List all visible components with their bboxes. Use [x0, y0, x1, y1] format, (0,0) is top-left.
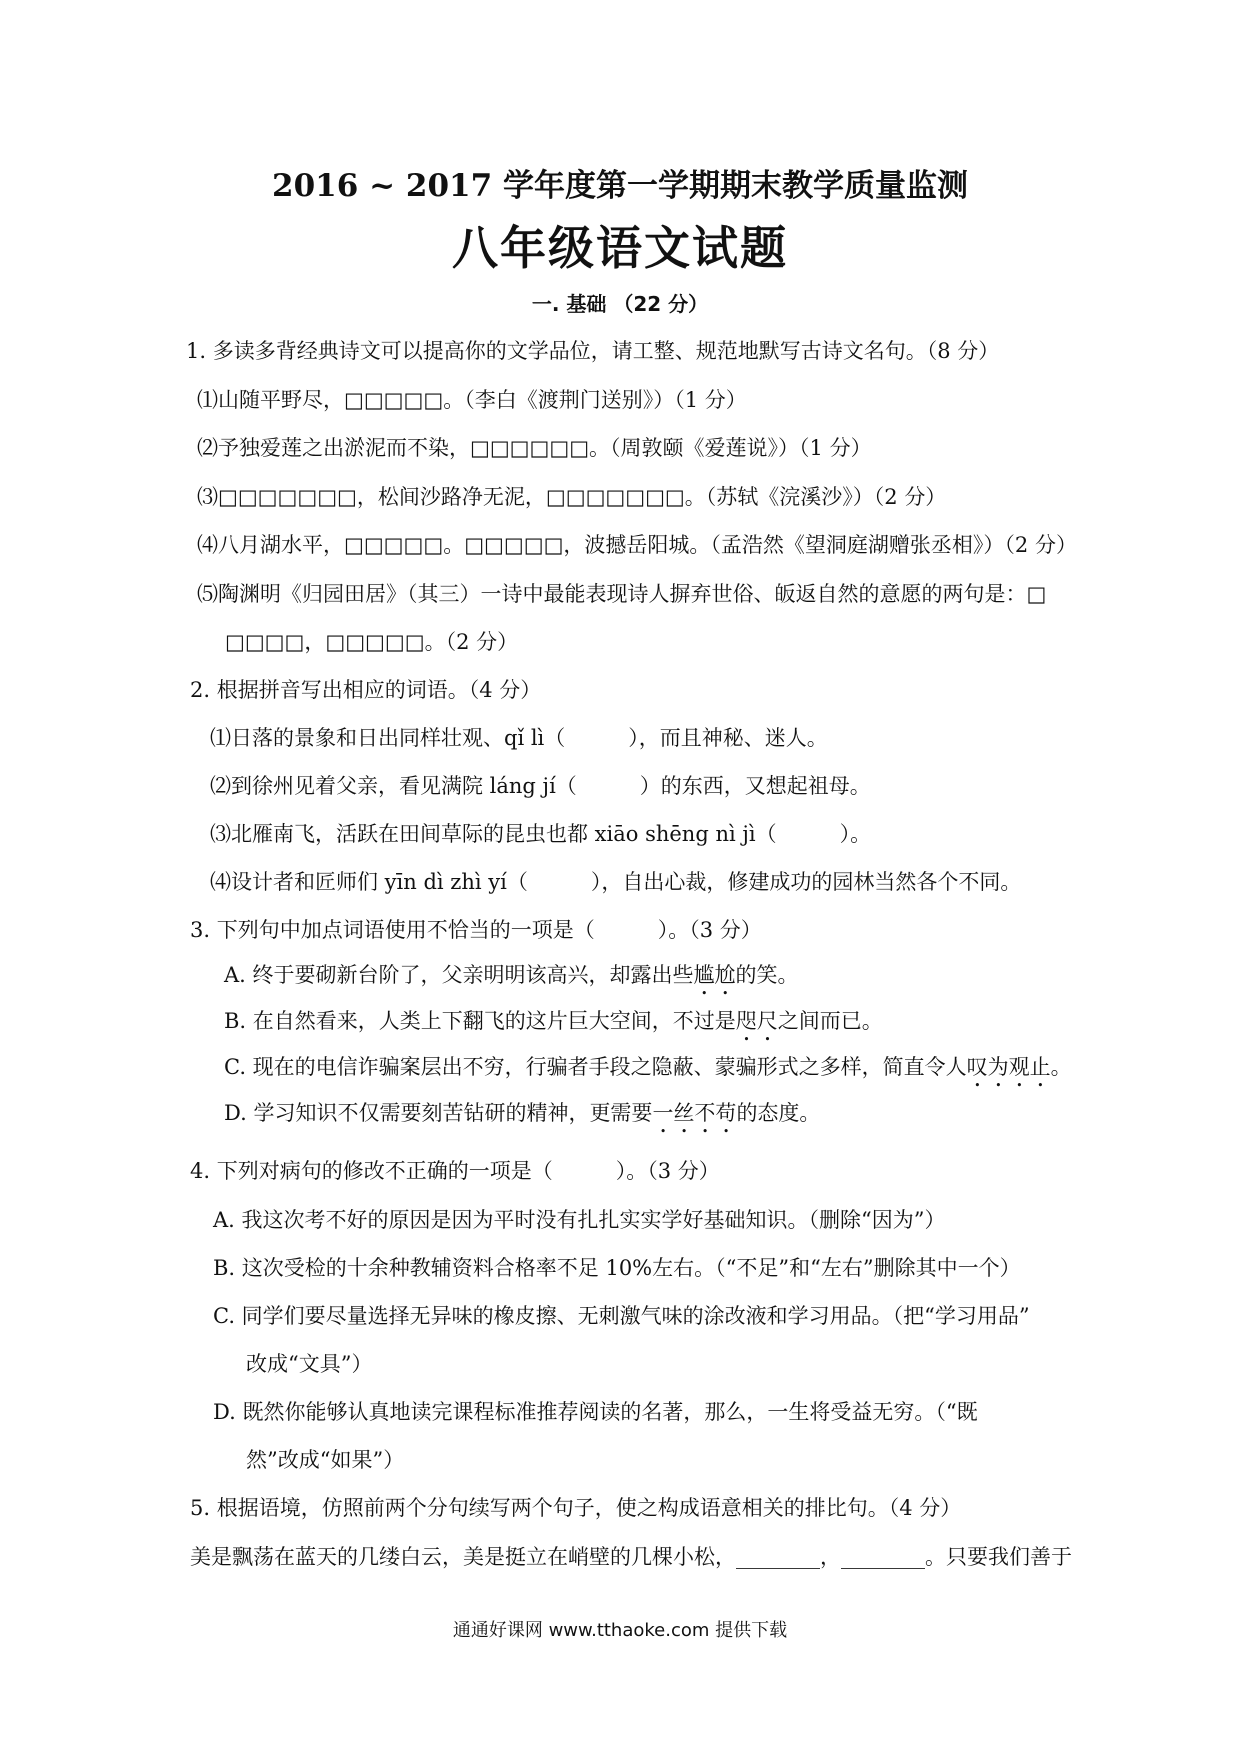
q1-item-5-cont: □□□□，□□□□□。（2 分） [225, 630, 519, 654]
exam-subject-title: 八年级语文试题 [452, 221, 788, 275]
q3-option-b [224, 1007, 883, 1046]
q2-stem: 2. 根据拼音写出相应的词语。（4 分） [190, 678, 542, 702]
q1-item-4: ⑷八月湖水平，□□□□□。□□□□□，波撼岳阳城。（孟浩然《望洞庭湖赠张丞相》）（2 分） [197, 533, 1077, 557]
q3-option-a-post: 的笑。 [735, 963, 799, 987]
q3-option-a-dotted-word: 尴尬 [693, 963, 736, 987]
q3-option-c-pre: C. 现在的电信诈骗案层出不穷，行骗者手段之隐蔽、蒙骗形式之多样，简直令人 [224, 1055, 967, 1079]
q4-option-d: D. 既然你能够认真地读完课程标准推荐阅读的名著，那么，一生将受益无穷。（“既 [213, 1400, 978, 1424]
q3-option-d-post: 的态度。 [736, 1101, 821, 1125]
q3-option-c-dotted-word: 叹为观止 [966, 1055, 1051, 1079]
q3-option-c-post: 。 [1050, 1055, 1072, 1079]
q1-item-2: ⑵予独爱莲之出淤泥而不染，□□□□□□。（周敦颐《爱莲说》）（1 分） [197, 436, 872, 460]
q4-option-b: B. 这次受检的十余种教辅资料合格率不足 10%左右。（“不足”和“左右”删除其中一个） [213, 1256, 1021, 1280]
q2-item-3: ⑶北雁南飞，活跃在田间草际的昆虫也都 xiāo shēng nì jì（ ）。 [210, 822, 872, 846]
q2-item-1: ⑴日落的景象和日出同样壮观、qǐ lì（ ），而且神秘、迷人。 [210, 726, 828, 750]
q3-option-d [224, 1099, 820, 1138]
q3-stem: 3. 下列句中加点词语使用不恰当的一项是（ ）。（3 分） [190, 918, 762, 942]
q1-item-3: ⑶□□□□□□□，松间沙路净无泥，□□□□□□□。（苏轼《浣溪沙》）（2 分） [197, 485, 947, 509]
q3-option-d-dotted-word: 一丝不苟 [652, 1101, 737, 1125]
q3-option-b-dotted-word: 咫尺 [735, 1009, 778, 1033]
q4-option-c-cont: 改成“文具”） [246, 1352, 373, 1376]
q5-stem: 5. 根据语境，仿照前两个分句续写两个句子，使之构成语意相关的排比句。（4 分） [190, 1496, 962, 1520]
q1-item-5: ⑸陶渊明《归园田居》（其三）一诗中最能表现诗人摒弃世俗、皈返自然的意愿的两句是：□ [197, 582, 1047, 606]
q3-option-c [224, 1053, 1072, 1092]
q3-option-a [224, 961, 799, 1000]
q2-item-4: ⑷设计者和匠师们 yīn dì zhì yí（ ），自出心裁，修建成功的园林当然各个不同。 [210, 870, 1022, 894]
section-heading: 一. 基础 （22 分） [531, 292, 709, 316]
q4-option-a: A. 我这次考不好的原因是因为平时没有扎扎实实学好基础知识。（删除“因为”） [213, 1208, 946, 1232]
q4-option-d-cont: 然”改成“如果”） [246, 1448, 405, 1472]
q3-option-b-post: 之间而已。 [777, 1009, 883, 1033]
q3-option-a-pre: A. 终于要砌新台阶了，父亲明明该高兴，却露出些 [224, 963, 694, 987]
footer-source: 通通好课网 www.tthaoke.com 提供下载 [452, 1620, 788, 1641]
q1-item-1: ⑴山随平野尽，□□□□□。（李白《渡荆门送别》）（1 分） [197, 388, 747, 412]
exam-period-title: 2016 ~ 2017 学年度第一学期期末教学质量监测 [272, 168, 968, 204]
q4-stem: 4. 下列对病句的修改不正确的一项是（ ）。（3 分） [190, 1159, 720, 1183]
q3-option-b-pre: B. 在自然看来，人类上下翻飞的这片巨大空间，不过是 [224, 1009, 736, 1033]
q5-text: 美是飘荡在蓝天的几缕白云，美是挺立在峭壁的几棵小松，________，________。只要我们善于 [190, 1545, 1072, 1569]
q4-option-c: C. 同学们要尽量选择无异味的橡皮擦、无刺激气味的涂改液和学习用品。（把“学习用品” [213, 1304, 1030, 1328]
q1-stem: 1. 多读多背经典诗文可以提高你的文学品位，请工整、规范地默写古诗文名句。（8 分） [186, 339, 1000, 363]
q2-item-2: ⑵到徐州见着父亲，看见满院 láng jí（ ）的东西，又想起祖母。 [210, 774, 871, 798]
q3-option-d-pre: D. 学习知识不仅需要刻苦钻研的精神，更需要 [224, 1101, 653, 1125]
